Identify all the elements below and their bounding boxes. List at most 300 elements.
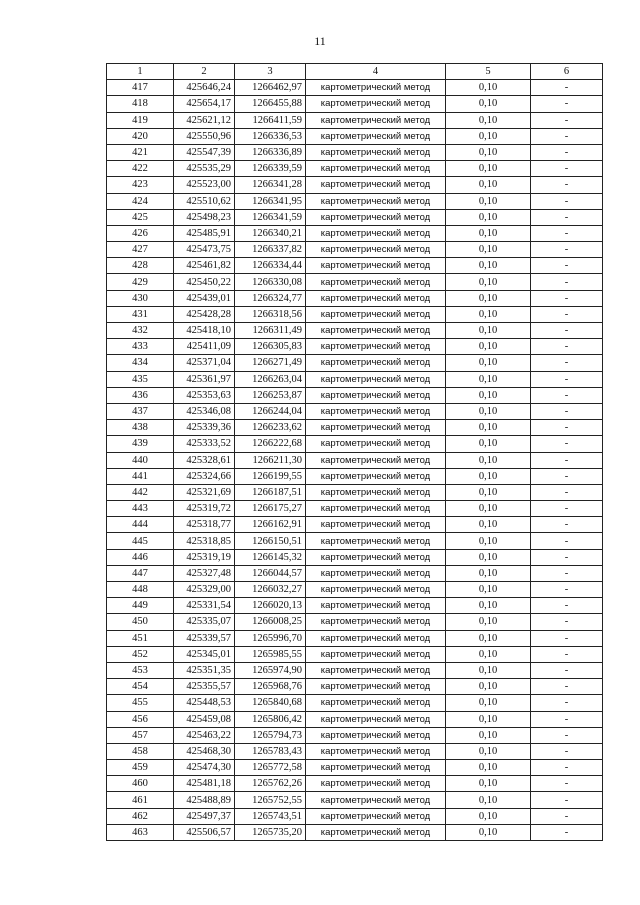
cell-coordinate-x: 425339,57 bbox=[174, 630, 235, 646]
cell-coordinate-x: 425450,22 bbox=[174, 274, 235, 290]
cell-accuracy: 0,10 bbox=[446, 662, 531, 678]
cell-coordinate-x: 425328,61 bbox=[174, 452, 235, 468]
table-row bbox=[107, 355, 603, 371]
cell-coordinate-y: 1266199,55 bbox=[235, 468, 306, 484]
cell-point-number: 421 bbox=[107, 144, 174, 160]
cell-accuracy: 0,10 bbox=[446, 646, 531, 662]
cell-method: картометрический метод bbox=[306, 355, 446, 371]
table-row bbox=[107, 258, 603, 274]
cell-accuracy: 0,10 bbox=[446, 323, 531, 339]
column-header-2: 2 bbox=[174, 64, 235, 80]
table-row bbox=[107, 743, 603, 759]
cell-method: картометрический метод bbox=[306, 420, 446, 436]
cell-note: - bbox=[531, 161, 603, 177]
cell-coordinate-x: 425321,69 bbox=[174, 484, 235, 500]
table-row bbox=[107, 565, 603, 581]
cell-note: - bbox=[531, 565, 603, 581]
cell-method: картометрический метод bbox=[306, 565, 446, 581]
cell-coordinate-y: 1266341,59 bbox=[235, 209, 306, 225]
cell-note: - bbox=[531, 533, 603, 549]
cell-accuracy: 0,10 bbox=[446, 743, 531, 759]
cell-accuracy: 0,10 bbox=[446, 112, 531, 128]
cell-coordinate-x: 425411,09 bbox=[174, 339, 235, 355]
cell-note: - bbox=[531, 517, 603, 533]
cell-method: картометрический метод bbox=[306, 776, 446, 792]
cell-point-number: 441 bbox=[107, 468, 174, 484]
cell-coordinate-x: 425488,89 bbox=[174, 792, 235, 808]
table-row bbox=[107, 501, 603, 517]
cell-point-number: 435 bbox=[107, 371, 174, 387]
cell-coordinate-y: 1266020,13 bbox=[235, 598, 306, 614]
cell-note: - bbox=[531, 323, 603, 339]
cell-point-number: 434 bbox=[107, 355, 174, 371]
cell-note: - bbox=[531, 209, 603, 225]
cell-note: - bbox=[531, 662, 603, 678]
cell-accuracy: 0,10 bbox=[446, 403, 531, 419]
cell-point-number: 433 bbox=[107, 339, 174, 355]
table-row bbox=[107, 436, 603, 452]
table-row bbox=[107, 128, 603, 144]
cell-point-number: 454 bbox=[107, 679, 174, 695]
coordinates-table bbox=[106, 63, 603, 841]
cell-accuracy: 0,10 bbox=[446, 355, 531, 371]
cell-note: - bbox=[531, 96, 603, 112]
cell-accuracy: 0,10 bbox=[446, 209, 531, 225]
cell-accuracy: 0,10 bbox=[446, 760, 531, 776]
cell-point-number: 451 bbox=[107, 630, 174, 646]
cell-point-number: 438 bbox=[107, 420, 174, 436]
cell-note: - bbox=[531, 420, 603, 436]
table-row bbox=[107, 808, 603, 824]
cell-note: - bbox=[531, 582, 603, 598]
cell-coordinate-x: 425535,29 bbox=[174, 161, 235, 177]
cell-coordinate-y: 1266187,51 bbox=[235, 484, 306, 500]
cell-note: - bbox=[531, 630, 603, 646]
cell-accuracy: 0,10 bbox=[446, 565, 531, 581]
cell-point-number: 460 bbox=[107, 776, 174, 792]
table-row bbox=[107, 533, 603, 549]
cell-coordinate-y: 1265794,73 bbox=[235, 727, 306, 743]
table-row bbox=[107, 630, 603, 646]
cell-coordinate-x: 425510,62 bbox=[174, 193, 235, 209]
table-row bbox=[107, 582, 603, 598]
cell-note: - bbox=[531, 80, 603, 96]
cell-coordinate-y: 1266211,30 bbox=[235, 452, 306, 468]
cell-note: - bbox=[531, 193, 603, 209]
cell-coordinate-x: 425333,52 bbox=[174, 436, 235, 452]
cell-accuracy: 0,10 bbox=[446, 711, 531, 727]
cell-point-number: 439 bbox=[107, 436, 174, 452]
cell-accuracy: 0,10 bbox=[446, 387, 531, 403]
cell-coordinate-x: 425461,82 bbox=[174, 258, 235, 274]
cell-coordinate-y: 1266263,04 bbox=[235, 371, 306, 387]
cell-note: - bbox=[531, 371, 603, 387]
cell-note: - bbox=[531, 468, 603, 484]
cell-method: картометрический метод bbox=[306, 452, 446, 468]
cell-method: картометрический метод bbox=[306, 258, 446, 274]
cell-coordinate-y: 1266175,27 bbox=[235, 501, 306, 517]
cell-method: картометрический метод bbox=[306, 468, 446, 484]
cell-point-number: 440 bbox=[107, 452, 174, 468]
column-header-5: 5 bbox=[446, 64, 531, 80]
cell-method: картометрический метод bbox=[306, 792, 446, 808]
cell-accuracy: 0,10 bbox=[446, 144, 531, 160]
cell-method: картометрический метод bbox=[306, 80, 446, 96]
cell-coordinate-x: 425319,19 bbox=[174, 549, 235, 565]
cell-coordinate-x: 425654,17 bbox=[174, 96, 235, 112]
cell-point-number: 425 bbox=[107, 209, 174, 225]
cell-coordinate-y: 1266341,95 bbox=[235, 193, 306, 209]
cell-method: картометрический метод bbox=[306, 96, 446, 112]
cell-accuracy: 0,10 bbox=[446, 695, 531, 711]
cell-note: - bbox=[531, 695, 603, 711]
cell-coordinate-x: 425346,08 bbox=[174, 403, 235, 419]
cell-note: - bbox=[531, 306, 603, 322]
cell-note: - bbox=[531, 242, 603, 258]
table-row bbox=[107, 776, 603, 792]
cell-method: картометрический метод bbox=[306, 193, 446, 209]
table-row bbox=[107, 824, 603, 840]
cell-note: - bbox=[531, 646, 603, 662]
table-row bbox=[107, 387, 603, 403]
cell-coordinate-y: 1266253,87 bbox=[235, 387, 306, 403]
cell-method: картометрический метод bbox=[306, 517, 446, 533]
cell-coordinate-x: 425418,10 bbox=[174, 323, 235, 339]
cell-point-number: 429 bbox=[107, 274, 174, 290]
cell-coordinate-x: 425428,28 bbox=[174, 306, 235, 322]
cell-accuracy: 0,10 bbox=[446, 792, 531, 808]
cell-note: - bbox=[531, 112, 603, 128]
cell-coordinate-y: 1266324,77 bbox=[235, 290, 306, 306]
cell-coordinate-x: 425497,37 bbox=[174, 808, 235, 824]
cell-coordinate-x: 425351,35 bbox=[174, 662, 235, 678]
cell-point-number: 417 bbox=[107, 80, 174, 96]
cell-coordinate-y: 1266145,32 bbox=[235, 549, 306, 565]
cell-accuracy: 0,10 bbox=[446, 484, 531, 500]
cell-method: картометрический метод bbox=[306, 679, 446, 695]
cell-coordinate-x: 425463,22 bbox=[174, 727, 235, 743]
table-row bbox=[107, 760, 603, 776]
cell-note: - bbox=[531, 258, 603, 274]
cell-coordinate-y: 1266337,82 bbox=[235, 242, 306, 258]
cell-point-number: 442 bbox=[107, 484, 174, 500]
cell-coordinate-x: 425361,97 bbox=[174, 371, 235, 387]
cell-coordinate-y: 1266044,57 bbox=[235, 565, 306, 581]
cell-point-number: 444 bbox=[107, 517, 174, 533]
cell-accuracy: 0,10 bbox=[446, 371, 531, 387]
cell-note: - bbox=[531, 177, 603, 193]
table-row bbox=[107, 161, 603, 177]
cell-point-number: 423 bbox=[107, 177, 174, 193]
cell-accuracy: 0,10 bbox=[446, 80, 531, 96]
cell-method: картометрический метод bbox=[306, 225, 446, 241]
table-row bbox=[107, 646, 603, 662]
table-row bbox=[107, 792, 603, 808]
cell-point-number: 437 bbox=[107, 403, 174, 419]
cell-coordinate-y: 1266305,83 bbox=[235, 339, 306, 355]
cell-note: - bbox=[531, 290, 603, 306]
cell-method: картометрический метод bbox=[306, 371, 446, 387]
cell-note: - bbox=[531, 225, 603, 241]
cell-method: картометрический метод bbox=[306, 242, 446, 258]
cell-note: - bbox=[531, 743, 603, 759]
cell-method: картометрический метод bbox=[306, 549, 446, 565]
cell-accuracy: 0,10 bbox=[446, 161, 531, 177]
cell-method: картометрический метод bbox=[306, 484, 446, 500]
table-row bbox=[107, 96, 603, 112]
cell-accuracy: 0,10 bbox=[446, 549, 531, 565]
cell-note: - bbox=[531, 501, 603, 517]
cell-coordinate-x: 425498,23 bbox=[174, 209, 235, 225]
cell-accuracy: 0,10 bbox=[446, 96, 531, 112]
cell-note: - bbox=[531, 355, 603, 371]
cell-note: - bbox=[531, 452, 603, 468]
cell-coordinate-x: 425485,91 bbox=[174, 225, 235, 241]
cell-point-number: 431 bbox=[107, 306, 174, 322]
cell-point-number: 426 bbox=[107, 225, 174, 241]
table-row bbox=[107, 80, 603, 96]
cell-method: картометрический метод bbox=[306, 695, 446, 711]
cell-note: - bbox=[531, 808, 603, 824]
cell-coordinate-y: 1266222,68 bbox=[235, 436, 306, 452]
column-header-6: 6 bbox=[531, 64, 603, 80]
cell-method: картометрический метод bbox=[306, 808, 446, 824]
cell-accuracy: 0,10 bbox=[446, 679, 531, 695]
cell-coordinate-x: 425324,66 bbox=[174, 468, 235, 484]
cell-coordinate-x: 425550,96 bbox=[174, 128, 235, 144]
cell-accuracy: 0,10 bbox=[446, 598, 531, 614]
cell-accuracy: 0,10 bbox=[446, 614, 531, 630]
cell-coordinate-x: 425339,36 bbox=[174, 420, 235, 436]
table-row bbox=[107, 323, 603, 339]
cell-method: картометрический метод bbox=[306, 144, 446, 160]
table-row bbox=[107, 339, 603, 355]
cell-coordinate-y: 1266341,28 bbox=[235, 177, 306, 193]
cell-coordinate-x: 425331,54 bbox=[174, 598, 235, 614]
cell-coordinate-y: 1265762,26 bbox=[235, 776, 306, 792]
cell-point-number: 462 bbox=[107, 808, 174, 824]
table-row bbox=[107, 598, 603, 614]
cell-accuracy: 0,10 bbox=[446, 225, 531, 241]
cell-coordinate-x: 425335,07 bbox=[174, 614, 235, 630]
cell-method: картометрический метод bbox=[306, 387, 446, 403]
cell-coordinate-y: 1265996,70 bbox=[235, 630, 306, 646]
cell-coordinate-y: 1266336,89 bbox=[235, 144, 306, 160]
cell-point-number: 420 bbox=[107, 128, 174, 144]
cell-coordinate-y: 1266311,49 bbox=[235, 323, 306, 339]
cell-coordinate-y: 1266330,08 bbox=[235, 274, 306, 290]
table-row bbox=[107, 371, 603, 387]
table-row bbox=[107, 177, 603, 193]
cell-accuracy: 0,10 bbox=[446, 128, 531, 144]
cell-method: картометрический метод bbox=[306, 582, 446, 598]
cell-coordinate-x: 425474,30 bbox=[174, 760, 235, 776]
cell-accuracy: 0,10 bbox=[446, 258, 531, 274]
cell-point-number: 452 bbox=[107, 646, 174, 662]
table-row bbox=[107, 274, 603, 290]
table-row bbox=[107, 452, 603, 468]
cell-coordinate-y: 1265752,55 bbox=[235, 792, 306, 808]
cell-coordinate-x: 425345,01 bbox=[174, 646, 235, 662]
cell-coordinate-y: 1266318,56 bbox=[235, 306, 306, 322]
cell-point-number: 450 bbox=[107, 614, 174, 630]
cell-coordinate-y: 1266455,88 bbox=[235, 96, 306, 112]
cell-point-number: 419 bbox=[107, 112, 174, 128]
table-row bbox=[107, 662, 603, 678]
cell-method: картометрический метод bbox=[306, 306, 446, 322]
table-row bbox=[107, 225, 603, 241]
cell-coordinate-y: 1266032,27 bbox=[235, 582, 306, 598]
cell-point-number: 453 bbox=[107, 662, 174, 678]
cell-accuracy: 0,10 bbox=[446, 177, 531, 193]
cell-coordinate-y: 1266233,62 bbox=[235, 420, 306, 436]
cell-point-number: 427 bbox=[107, 242, 174, 258]
cell-coordinate-y: 1266334,44 bbox=[235, 258, 306, 274]
cell-coordinate-x: 425318,77 bbox=[174, 517, 235, 533]
cell-coordinate-x: 425448,53 bbox=[174, 695, 235, 711]
cell-coordinate-x: 425621,12 bbox=[174, 112, 235, 128]
cell-coordinate-y: 1265985,55 bbox=[235, 646, 306, 662]
cell-coordinate-x: 425327,48 bbox=[174, 565, 235, 581]
cell-point-number: 428 bbox=[107, 258, 174, 274]
cell-note: - bbox=[531, 727, 603, 743]
cell-coordinate-y: 1266150,51 bbox=[235, 533, 306, 549]
cell-accuracy: 0,10 bbox=[446, 727, 531, 743]
table-row bbox=[107, 144, 603, 160]
cell-note: - bbox=[531, 679, 603, 695]
column-header-3: 3 bbox=[235, 64, 306, 80]
cell-accuracy: 0,10 bbox=[446, 436, 531, 452]
cell-coordinate-x: 425459,08 bbox=[174, 711, 235, 727]
cell-accuracy: 0,10 bbox=[446, 420, 531, 436]
cell-accuracy: 0,10 bbox=[446, 776, 531, 792]
cell-coordinate-y: 1265735,20 bbox=[235, 824, 306, 840]
cell-accuracy: 0,10 bbox=[446, 452, 531, 468]
cell-coordinate-y: 1265968,76 bbox=[235, 679, 306, 695]
cell-coordinate-y: 1265840,68 bbox=[235, 695, 306, 711]
table-row bbox=[107, 403, 603, 419]
table-row bbox=[107, 549, 603, 565]
cell-method: картометрический метод bbox=[306, 760, 446, 776]
table-row bbox=[107, 193, 603, 209]
cell-method: картометрический метод bbox=[306, 209, 446, 225]
page-number: 11 bbox=[314, 34, 326, 48]
cell-method: картометрический метод bbox=[306, 598, 446, 614]
cell-coordinate-x: 425468,30 bbox=[174, 743, 235, 759]
cell-method: картометрический метод bbox=[306, 630, 446, 646]
cell-note: - bbox=[531, 339, 603, 355]
column-header-4: 4 bbox=[306, 64, 446, 80]
cell-note: - bbox=[531, 598, 603, 614]
cell-coordinate-y: 1266340,21 bbox=[235, 225, 306, 241]
cell-method: картометрический метод bbox=[306, 290, 446, 306]
cell-note: - bbox=[531, 128, 603, 144]
cell-method: картометрический метод bbox=[306, 436, 446, 452]
cell-coordinate-x: 425353,63 bbox=[174, 387, 235, 403]
cell-coordinate-y: 1266162,91 bbox=[235, 517, 306, 533]
cell-note: - bbox=[531, 403, 603, 419]
table-row bbox=[107, 484, 603, 500]
table-row bbox=[107, 614, 603, 630]
cell-point-number: 447 bbox=[107, 565, 174, 581]
cell-accuracy: 0,10 bbox=[446, 501, 531, 517]
table-row bbox=[107, 209, 603, 225]
cell-coordinate-x: 425646,24 bbox=[174, 80, 235, 96]
cell-coordinate-x: 425523,00 bbox=[174, 177, 235, 193]
cell-method: картометрический метод bbox=[306, 727, 446, 743]
cell-point-number: 422 bbox=[107, 161, 174, 177]
cell-point-number: 457 bbox=[107, 727, 174, 743]
cell-accuracy: 0,10 bbox=[446, 242, 531, 258]
cell-method: картометрический метод bbox=[306, 824, 446, 840]
cell-method: картометрический метод bbox=[306, 533, 446, 549]
table-header-row bbox=[107, 64, 603, 80]
cell-accuracy: 0,10 bbox=[446, 824, 531, 840]
cell-point-number: 432 bbox=[107, 323, 174, 339]
cell-coordinate-y: 1266271,49 bbox=[235, 355, 306, 371]
cell-accuracy: 0,10 bbox=[446, 468, 531, 484]
cell-note: - bbox=[531, 614, 603, 630]
cell-coordinate-y: 1265772,58 bbox=[235, 760, 306, 776]
cell-coordinate-x: 425355,57 bbox=[174, 679, 235, 695]
cell-note: - bbox=[531, 824, 603, 840]
cell-method: картометрический метод bbox=[306, 501, 446, 517]
cell-accuracy: 0,10 bbox=[446, 517, 531, 533]
table-row bbox=[107, 695, 603, 711]
cell-point-number: 463 bbox=[107, 824, 174, 840]
column-header-1: 1 bbox=[107, 64, 174, 80]
cell-point-number: 446 bbox=[107, 549, 174, 565]
cell-point-number: 424 bbox=[107, 193, 174, 209]
cell-point-number: 449 bbox=[107, 598, 174, 614]
cell-accuracy: 0,10 bbox=[446, 274, 531, 290]
cell-point-number: 448 bbox=[107, 582, 174, 598]
cell-coordinate-y: 1266462,97 bbox=[235, 80, 306, 96]
cell-method: картометрический метод bbox=[306, 646, 446, 662]
cell-method: картометрический метод bbox=[306, 614, 446, 630]
cell-note: - bbox=[531, 776, 603, 792]
cell-coordinate-y: 1265806,42 bbox=[235, 711, 306, 727]
cell-note: - bbox=[531, 760, 603, 776]
cell-coordinate-y: 1265743,51 bbox=[235, 808, 306, 824]
cell-note: - bbox=[531, 792, 603, 808]
cell-coordinate-y: 1265974,90 bbox=[235, 662, 306, 678]
cell-point-number: 445 bbox=[107, 533, 174, 549]
cell-accuracy: 0,10 bbox=[446, 290, 531, 306]
table-row bbox=[107, 679, 603, 695]
cell-coordinate-x: 425473,75 bbox=[174, 242, 235, 258]
cell-coordinate-x: 425547,39 bbox=[174, 144, 235, 160]
cell-note: - bbox=[531, 274, 603, 290]
cell-point-number: 436 bbox=[107, 387, 174, 403]
cell-accuracy: 0,10 bbox=[446, 582, 531, 598]
cell-method: картометрический метод bbox=[306, 161, 446, 177]
cell-coordinate-x: 425371,04 bbox=[174, 355, 235, 371]
cell-accuracy: 0,10 bbox=[446, 339, 531, 355]
cell-method: картометрический метод bbox=[306, 128, 446, 144]
table-row bbox=[107, 420, 603, 436]
cell-note: - bbox=[531, 387, 603, 403]
cell-point-number: 458 bbox=[107, 743, 174, 759]
cell-coordinate-x: 425481,18 bbox=[174, 776, 235, 792]
table-row bbox=[107, 112, 603, 128]
table-row bbox=[107, 306, 603, 322]
cell-coordinate-x: 425506,57 bbox=[174, 824, 235, 840]
cell-note: - bbox=[531, 144, 603, 160]
table-row bbox=[107, 242, 603, 258]
table-row bbox=[107, 290, 603, 306]
cell-accuracy: 0,10 bbox=[446, 808, 531, 824]
